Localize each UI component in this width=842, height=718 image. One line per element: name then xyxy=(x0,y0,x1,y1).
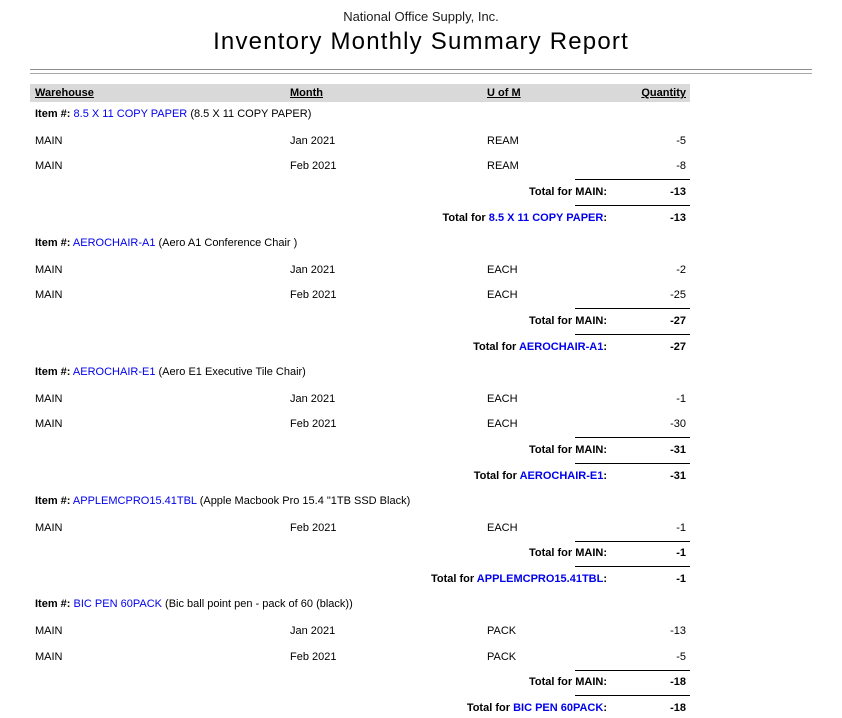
cell-quantity: -25 xyxy=(670,289,686,302)
warehouse-total-quantity: -18 xyxy=(670,676,686,689)
inventory-row xyxy=(30,412,690,438)
item-sections xyxy=(30,102,690,718)
item-section xyxy=(30,231,690,360)
cell-month: Feb 2021 xyxy=(290,160,337,173)
warehouse-total-quantity: -13 xyxy=(670,186,686,199)
item-description: (Bic ball point pen - pack of 60 (black)) xyxy=(165,598,353,611)
item-header xyxy=(30,360,690,386)
report-table xyxy=(30,84,690,718)
item-header xyxy=(30,592,690,618)
item-total-row xyxy=(30,695,690,718)
warehouse-total-quantity: -27 xyxy=(670,315,686,328)
item-code-link[interactable]: BIC PEN 60PACK xyxy=(73,598,162,611)
cell-uofm: PACK xyxy=(487,650,517,663)
cell-uofm: REAM xyxy=(487,134,519,147)
table-header-row xyxy=(30,84,690,102)
item-header xyxy=(30,231,690,257)
cell-uofm: REAM xyxy=(487,160,519,173)
item-total-label xyxy=(30,470,607,482)
column-header-quantity: Quantity xyxy=(641,87,686,99)
cell-warehouse: MAIN xyxy=(35,650,63,663)
inventory-row xyxy=(30,386,690,412)
item-total-row xyxy=(30,205,690,231)
warehouse-total-label: Total for MAIN: xyxy=(528,676,607,689)
cell-warehouse: MAIN xyxy=(35,160,63,173)
item-total-label xyxy=(30,573,607,585)
item-total-row xyxy=(30,463,690,489)
item-total-code-link[interactable]: AEROCHAIR-E1 xyxy=(519,470,604,483)
cell-month: Jan 2021 xyxy=(290,263,336,276)
total-for-label: Total for xyxy=(442,212,486,225)
item-total-label xyxy=(30,341,607,353)
inventory-row xyxy=(30,515,690,541)
item-total-code-link[interactable]: AEROCHAIR-A1 xyxy=(518,341,604,354)
cell-month: Jan 2021 xyxy=(290,624,336,637)
item-total-quantity: -31 xyxy=(670,470,686,483)
cell-warehouse: MAIN xyxy=(35,392,63,405)
item-code-link[interactable]: AEROCHAIR-A1 xyxy=(72,236,156,249)
item-code-link[interactable]: 8.5 X 11 COPY PAPER xyxy=(73,108,188,120)
colon-label: : xyxy=(603,212,607,225)
colon-label: : xyxy=(603,573,607,586)
warehouse-total-row xyxy=(30,308,690,334)
inventory-row xyxy=(30,154,690,180)
cell-warehouse: MAIN xyxy=(35,289,63,302)
colon-label: : xyxy=(603,341,607,354)
cell-uofm: EACH xyxy=(487,521,518,534)
item-number-label: Item #: xyxy=(35,494,71,507)
warehouse-total-row xyxy=(30,541,690,567)
item-code-link[interactable]: APPLEMCPRO15.41TBL xyxy=(72,494,197,507)
cell-uofm: EACH xyxy=(487,289,518,302)
warehouse-total-quantity: -1 xyxy=(676,547,686,560)
colon-label: : xyxy=(603,702,607,715)
item-total-quantity: -18 xyxy=(670,702,686,715)
item-rows xyxy=(30,257,690,309)
total-for-label: Total for xyxy=(430,573,475,586)
item-number-label: Item #: xyxy=(35,365,71,378)
cell-warehouse: MAIN xyxy=(35,521,63,534)
cell-uofm: EACH xyxy=(487,263,518,276)
item-section xyxy=(30,592,690,718)
colon-label: : xyxy=(603,470,607,483)
cell-quantity: -5 xyxy=(676,134,686,147)
cell-quantity: -5 xyxy=(676,650,686,663)
item-number-label: Item #: xyxy=(35,236,71,249)
item-number-label: Item #: xyxy=(35,108,71,120)
item-total-code-link[interactable]: BIC PEN 60PACK xyxy=(513,702,604,715)
item-total-label xyxy=(30,212,607,224)
inventory-row xyxy=(30,618,690,644)
item-description: (8.5 X 11 COPY PAPER) xyxy=(190,108,312,120)
cell-quantity: -8 xyxy=(676,160,686,173)
cell-quantity: -1 xyxy=(676,392,686,405)
warehouse-total-label: Total for MAIN: xyxy=(528,547,607,560)
cell-month: Feb 2021 xyxy=(290,650,337,663)
cell-uofm: EACH xyxy=(487,418,518,431)
item-section xyxy=(30,489,690,592)
inventory-row xyxy=(30,257,690,283)
total-for-label: Total for xyxy=(473,341,517,354)
item-rows xyxy=(30,128,690,180)
inventory-row xyxy=(30,644,690,670)
cell-warehouse: MAIN xyxy=(35,418,63,431)
cell-month: Jan 2021 xyxy=(290,134,336,147)
item-total-quantity: -1 xyxy=(676,573,686,586)
warehouse-total-row xyxy=(30,179,690,205)
cell-warehouse: MAIN xyxy=(35,134,63,147)
cell-quantity: -13 xyxy=(670,624,686,637)
column-header-uofm: U of M xyxy=(487,87,521,99)
item-code-link[interactable]: AEROCHAIR-E1 xyxy=(72,365,156,378)
warehouse-total-quantity: -31 xyxy=(670,444,686,457)
item-description: (Aero E1 Executive Tile Chair) xyxy=(158,365,306,378)
column-header-warehouse: Warehouse xyxy=(35,87,94,99)
item-total-label xyxy=(30,702,607,714)
item-section xyxy=(30,102,690,231)
cell-month: Feb 2021 xyxy=(290,521,337,534)
total-for-label: Total for xyxy=(473,470,517,483)
column-header-month: Month xyxy=(290,87,323,99)
item-header xyxy=(30,489,690,515)
item-total-code-link[interactable]: 8.5 X 11 COPY PAPER xyxy=(488,212,604,225)
item-rows xyxy=(30,515,690,541)
warehouse-total-label: Total for MAIN: xyxy=(528,315,607,328)
cell-uofm: EACH xyxy=(487,392,518,405)
cell-month: Feb 2021 xyxy=(290,289,337,302)
item-total-quantity: -13 xyxy=(670,212,686,225)
cell-month: Feb 2021 xyxy=(290,418,337,431)
inventory-row xyxy=(30,128,690,154)
item-rows xyxy=(30,618,690,670)
company-name: National Office Supply, Inc. xyxy=(343,9,499,24)
cell-warehouse: MAIN xyxy=(35,263,63,276)
warehouse-total-row xyxy=(30,437,690,463)
item-description: (Apple Macbook Pro 15.4 "1TB SSD Black) xyxy=(199,494,411,507)
header-divider xyxy=(30,69,812,74)
item-total-quantity: -27 xyxy=(670,341,686,354)
item-number-label: Item #: xyxy=(35,598,71,611)
cell-quantity: -30 xyxy=(670,418,686,431)
cell-month: Jan 2021 xyxy=(290,392,336,405)
inventory-row xyxy=(30,283,690,309)
item-total-code-link[interactable]: APPLEMCPRO15.41TBL xyxy=(476,573,604,586)
item-section xyxy=(30,360,690,489)
cell-uofm: PACK xyxy=(487,624,517,637)
total-for-label: Total for xyxy=(466,702,510,715)
report-title: Inventory Monthly Summary Report xyxy=(213,28,629,55)
item-rows xyxy=(30,386,690,438)
item-header xyxy=(30,102,690,128)
item-total-row xyxy=(30,566,690,592)
warehouse-total-label: Total for MAIN: xyxy=(528,444,607,457)
item-total-row xyxy=(30,334,690,360)
item-description: (Aero A1 Conference Chair ) xyxy=(158,236,298,249)
warehouse-total-label: Total for MAIN: xyxy=(528,186,607,199)
cell-quantity: -2 xyxy=(676,263,686,276)
cell-quantity: -1 xyxy=(676,521,686,534)
cell-warehouse: MAIN xyxy=(35,624,63,637)
warehouse-total-row xyxy=(30,670,690,696)
